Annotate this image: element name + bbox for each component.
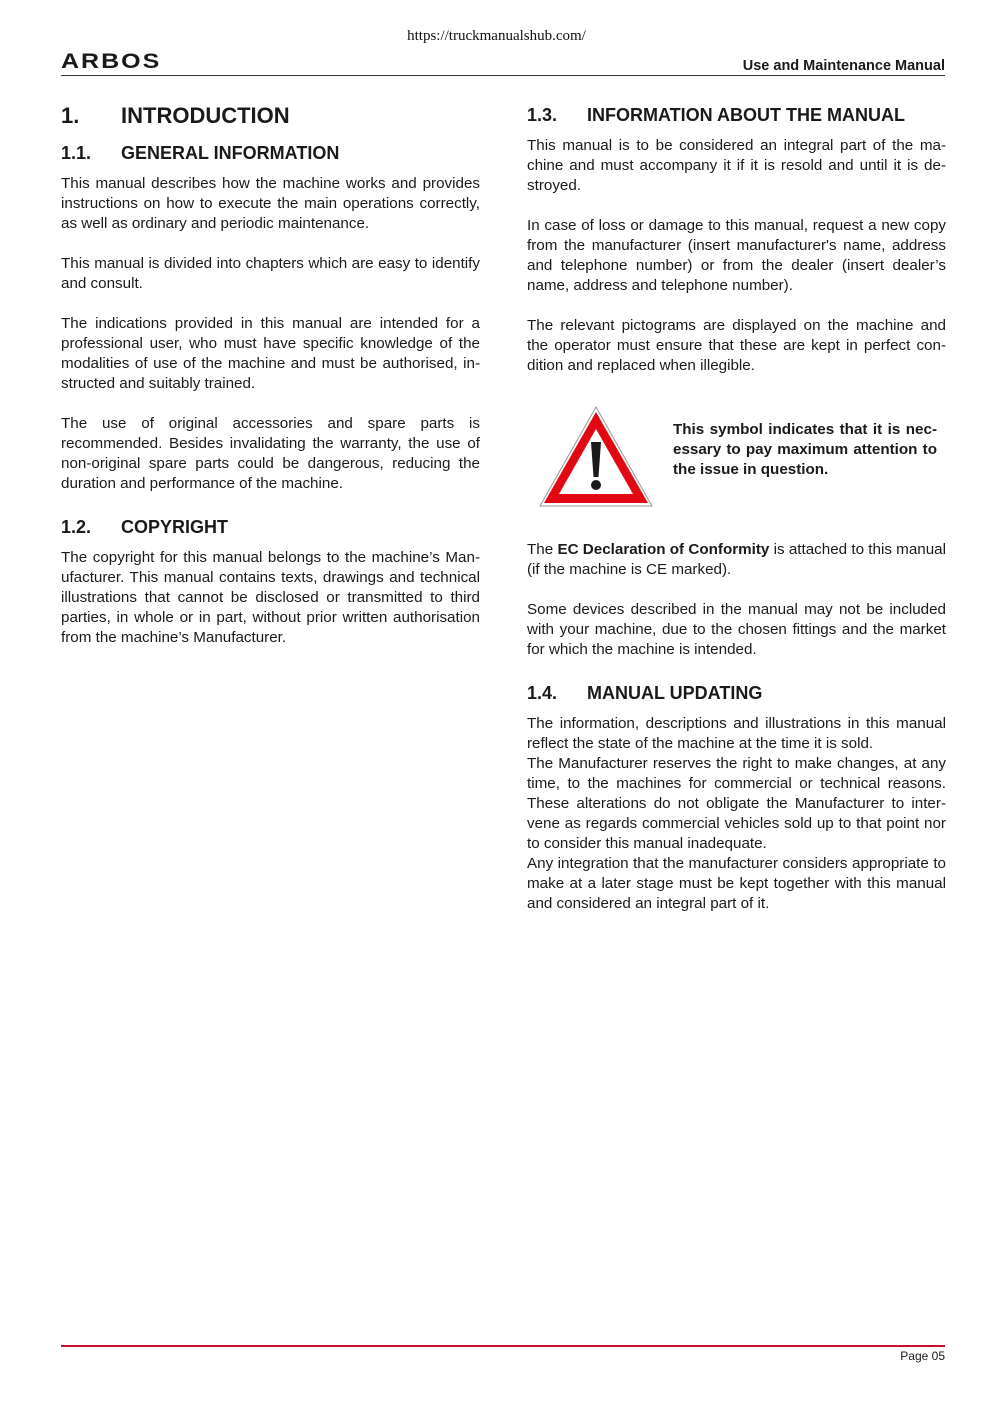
section-heading-1-1 bbox=[61, 142, 480, 164]
paragraph: The relevant pictograms are displayed on the machine and the operator must ensure that these are kept in perfect condition and replaced when illegible. bbox=[527, 317, 946, 374]
ec-declaration-paragraph bbox=[527, 540, 946, 580]
source-url: https://truckmanualshub.com/ bbox=[407, 28, 586, 44]
section-heading-1-3 bbox=[527, 104, 946, 126]
section-number: 1.4. bbox=[527, 683, 558, 703]
paragraph: This manual is to be considered an integral part of the machine and must accompany it if it is resold and until it is destroyed. bbox=[527, 137, 946, 194]
section-number: 1.3. bbox=[527, 105, 558, 125]
paragraph: The indications provided in this manual are intended for a professional user, who must have specific knowledge of the modalities of use of the machine and must be authorised, instructed and suitably trained. bbox=[61, 315, 480, 392]
ec-prefix: The bbox=[527, 541, 558, 558]
section-title: MANUAL UPDATING bbox=[587, 683, 763, 703]
paragraph: The use of original accessories and spare parts is recommended. Besides invalidating the warranty, the use of non-original spare parts could be dangerous, reducing the duration and performance of the machine. bbox=[61, 415, 480, 492]
section-number: 1.2. bbox=[61, 517, 92, 537]
ec-declaration-bold: EC Declaration of Conformity bbox=[557, 541, 770, 558]
section-heading-1-4 bbox=[527, 682, 946, 704]
chapter-number: 1. bbox=[61, 103, 80, 128]
paragraph: Any integration that the manufacturer considers appropriate to make at a later stage must be kept together with this manual and considered an integral part of it. bbox=[527, 855, 946, 912]
section-title: INFORMATION ABOUT THE MANUAL bbox=[587, 105, 905, 125]
ec-suffix: is attached to this manual (if the machine is CE marked). bbox=[527, 541, 946, 578]
warning-notice bbox=[527, 404, 946, 514]
paragraph: This manual is divided into chapters which are easy to identify and consult. bbox=[61, 255, 480, 292]
chapter-heading bbox=[61, 103, 480, 129]
paragraph: The copyright for this manual belongs to the machine’s Manufacturer. This manual contains texts, drawings and technical illustrations that cannot be disclosed or transmitted to third parties, in whole or in part, without prior written authorisation from the machine’s Manufacturer. bbox=[61, 549, 480, 646]
section-title: GENERAL INFORMATION bbox=[121, 143, 340, 163]
page-number: Page 05 bbox=[900, 1349, 945, 1363]
footer-rule bbox=[61, 1345, 945, 1347]
section-title: COPYRIGHT bbox=[121, 517, 229, 537]
warning-triangle-icon bbox=[537, 404, 655, 510]
chapter-title: INTRODUCTION bbox=[121, 103, 290, 128]
document-title: Use and Maintenance Manual bbox=[742, 58, 945, 74]
section-heading-1-2 bbox=[61, 516, 480, 538]
paragraph: In case of loss or damage to this manual, request a new copy from the manufacturer (insert manufacturer's name, address and telephone number) or from the dealer (insert dealer’s name, address and telephone number). bbox=[527, 217, 946, 294]
header-rule bbox=[61, 75, 945, 76]
brand-logo: ARBOS bbox=[61, 49, 162, 73]
paragraph: This manual describes how the machine works and provides instructions on how to execute the main operations correctly, as well as ordinary and periodic maintenance. bbox=[61, 175, 480, 232]
right-column bbox=[527, 100, 946, 914]
left-column bbox=[61, 100, 480, 668]
paragraph: Some devices described in the manual may not be included with your machine, due to the chosen fittings and the market for which the machine is intended. bbox=[527, 601, 946, 658]
warning-text: This symbol indicates that it is necessary to pay maximum attention to the issue in question. bbox=[673, 421, 937, 478]
paragraph: The information, descriptions and illustrations in this manual reflect the state of the machine at the time it is sold. bbox=[527, 715, 946, 752]
section-number: 1.1. bbox=[61, 143, 92, 163]
paragraph: The Manufacturer reserves the right to make changes, at any time, to the machines for commercial or technical reasons. These alterations do not obligate the Manufacturer to intervene as regards commercial vehicles sold up to that point nor to consider this manual inadequate. bbox=[527, 755, 946, 852]
